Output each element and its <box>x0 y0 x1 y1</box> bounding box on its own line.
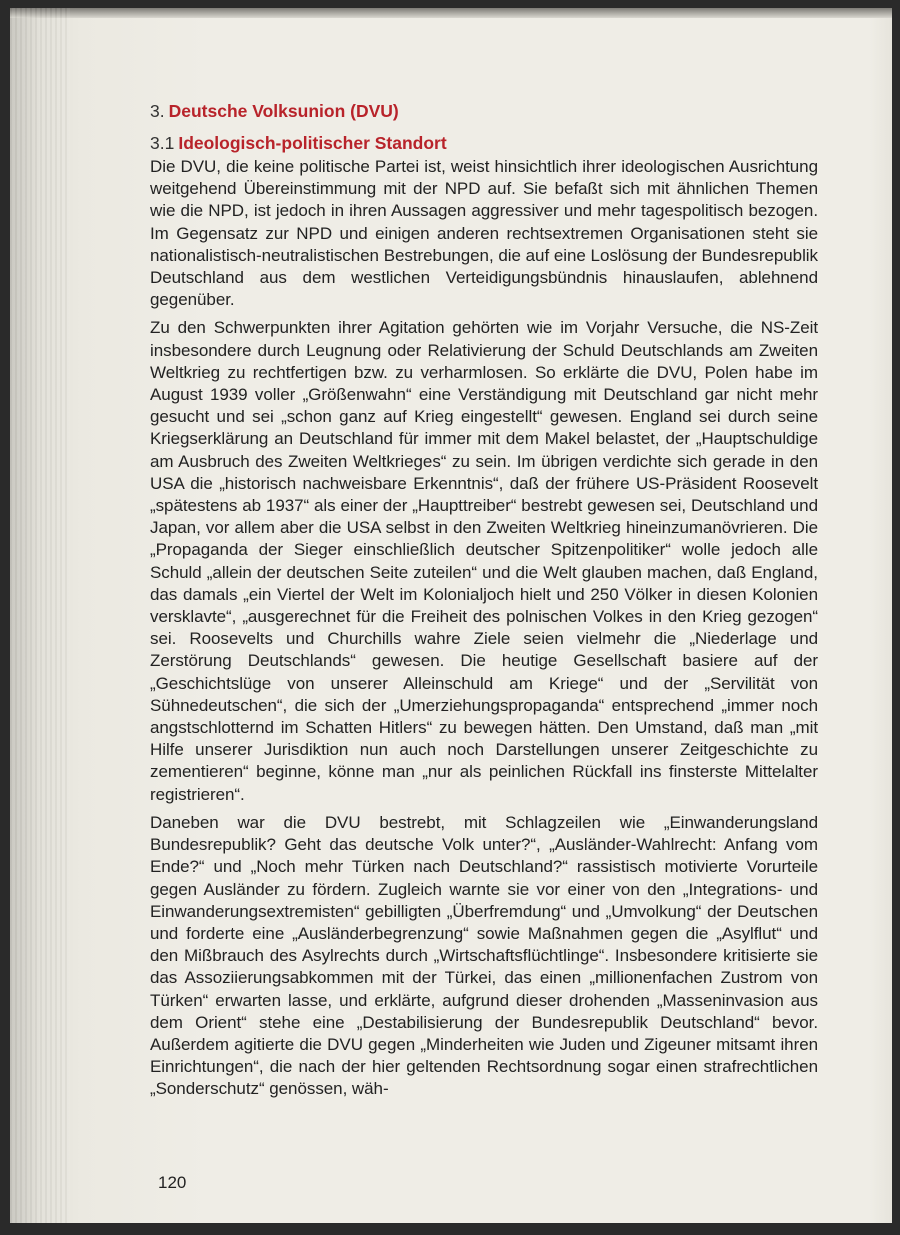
paragraph-1: Die DVU, die keine politische Partei ist, weist hinsichtlich ihrer ideologischen Ausrichtung weitgehend Übereinstimmung mit der NPD auf. Sie befaßt sich mit ähnlichen Themen wie die NPD, ist jedoch in ihren Aussagen aggressiver und mehr tagespolitisch bezogen. Im Gegensatz zur NPD und einigen anderen rechtsextremen Organisationen steht sie nationalistisch-neutralistischen Bestrebungen, die auf eine Loslösung der Bundesrepublik Deutschland aus dem westlichen Verteidigungsbündnis hinauslaufen, ablehnend gegenüber. <box>150 157 818 310</box>
paragraph-3: Daneben war die DVU bestrebt, mit Schlagzeilen wie „Einwanderungsland Bundesrepublik? Geht das deutsche Volk unter?“, „Ausländer-Wahlrecht: Anfang vom Ende?“ und „Noch mehr Türken nach Deutschland?“ rassistisch motivierte Vorurteile gegen Ausländer zu fördern. Zugleich warnte sie vor einer von den „Integrations- und Einwanderungsextremisten“ gebilligten „Überfremdung“ und „Umvolkung“ der Deutschen und forderte eine „Ausländerbegrenzung“ sowie Maßnahmen gegen die „Asylflut“ und den Mißbrauch des Asylrechts durch „Wirtschaftsflüchtlinge“. Insbesondere kritisierte sie das Assoziierungsabkommen mit der Türkei, das einen „millionenfachen Zustrom von Türken“ erwarten lasse, und erklärte, aufgrund dieser drohenden „Masseninvasion aus dem Orient“ stehe eine „Destabilisierung der Bundesrepublik Deutschland“ bevor. Außerdem agitierte die DVU gegen „Minderheiten wie Juden und Zigeuner mitsamt ihren Einrichtungen“, die nach der hier geltenden Rechtsordnung sogar einen strafrechtlichen „Sonderschutz“ genössen, wäh- <box>150 812 818 1099</box>
page-spine-shadow <box>10 8 70 1223</box>
section-title: Deutsche Volksunion (DVU) <box>168 101 399 121</box>
book-page <box>10 8 892 1223</box>
subsection-title: Ideologisch-politischer Standort <box>178 133 447 153</box>
page-number: 120 <box>158 1173 187 1192</box>
section-heading <box>150 98 818 124</box>
page-top-edge <box>10 8 892 18</box>
subsection-number: 3.1 <box>150 133 175 153</box>
paragraph-2: Zu den Schwerpunkten ihrer Agitation gehörten wie im Vorjahr Versuche, die NS-Zeit insbesondere durch Leugnung oder Relativierung der Schuld Deutschlands am Zweiten Weltkrieg zu rechtfertigen bzw. zu verharmlosen. So erklärte die DVU, Polen habe im August 1939 voller „Größenwahn“ eine Verständigung mit Deutschland gar nicht mehr gesucht und sei „schon ganz auf Krieg eingestellt“ gewesen. England sei durch seine Kriegserklärung an Deutschland für immer mit dem Makel belastet, der „Hauptschuldige am Ausbruch des Zweiten Weltkrieges“ zu sein. Im übrigen verdichte sich gerade in den USA die „historisch nachweisbare Erkenntnis“, daß der frühere US-Präsident Roosevelt „spätestens ab 1937“ als einer der „Haupttreiber“ bestrebt gewesen sei, Deutschland und Japan, vor allem aber die USA selbst in den Zweiten Weltkrieg hineinzumanövrieren. Die „Propaganda der Sieger einschließlich deutscher Spitzenpolitiker“ wolle jedoch alle Schuld „allein der deutschen Seite zuteilen“ und die Welt glauben machen, daß England, das damals „ein Viertel der Welt im Kolonialjoch hielt und 250 Völker in diesen Kolonien versklavte“, „ausgerechnet für die Freiheit des polnischen Volkes in den Krieg gezogen“ sei. Roosevelts und Churchills wahre Ziele seien vielmehr die „Niederlage und Zerstörung Deutschlands“ gewesen. Die heutige Gesellschaft basiere auf der „Geschichtslüge von unserer Alleinschuld am Kriege“ und der „Servilität von Sühnedeutschen“, die sich der „Umerziehungspropaganda“ entsprechend „immer noch angstschlotternd im Schatten Hitlers“ zu bewegen hätten. Den Umstand, daß man „mit Hilfe unserer Jurisdiktion nun auch noch Darstellungen unserer Zeitgeschichte zu zementieren“ beginne, könne man „nur als peinlichen Rückfall ins finsterste Mittelalter registrieren“. <box>150 318 818 804</box>
page-content <box>150 98 818 1107</box>
subsection-heading <box>150 130 818 156</box>
section-number: 3. <box>150 101 165 121</box>
